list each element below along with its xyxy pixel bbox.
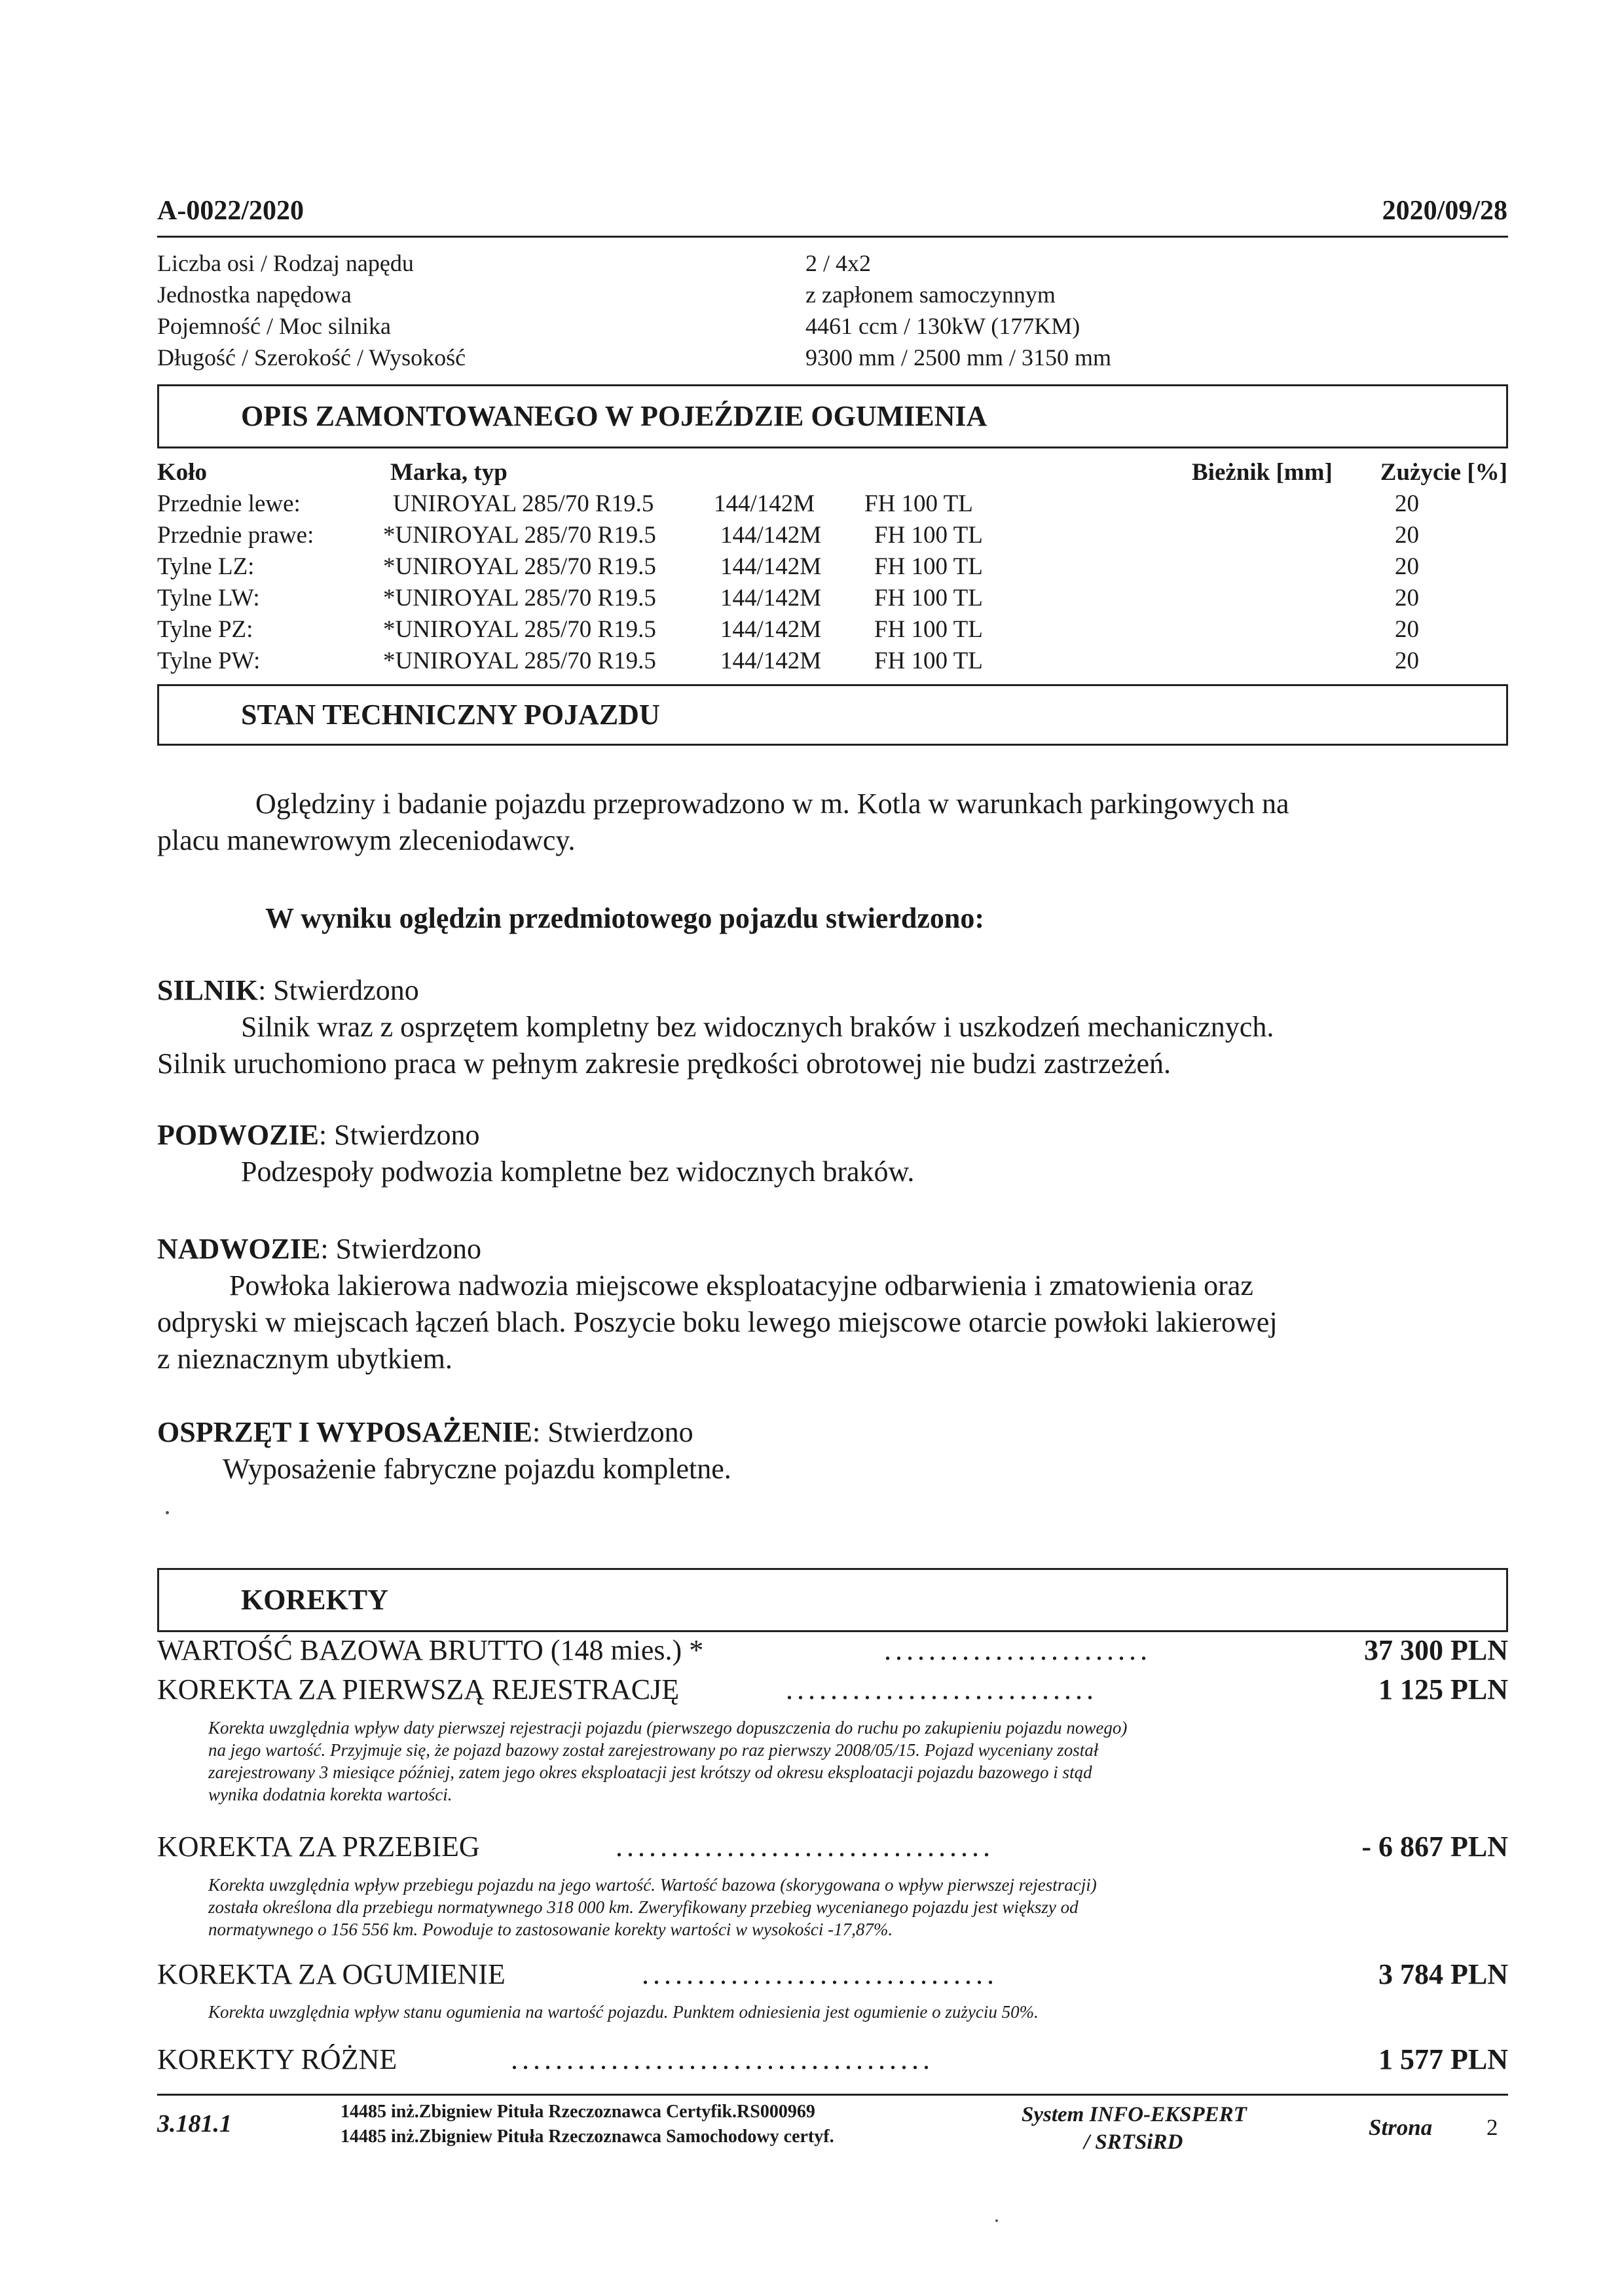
mileage-amount: - 6 867 PLN xyxy=(1361,1831,1508,1863)
tyre-brand: *UNIROYAL 285/70 R19.5 xyxy=(383,553,656,580)
tyres-correction-note xyxy=(208,2001,1400,2023)
findings-heading: W wyniku oględzin przedmiotowego pojazdu stwierdzono: xyxy=(265,902,984,934)
leader-dots: ...................................... xyxy=(511,2043,934,2075)
document-number: A-0022/2020 xyxy=(157,196,304,226)
tyres-section-title: OPIS ZAMONTOWANEGO W POJEŹDZIE OGUMIENIA xyxy=(241,400,987,432)
tyre-index: 144/142M xyxy=(720,616,822,643)
system-sub: / SRTSiRD xyxy=(1084,2130,1183,2154)
tyre-brand: *UNIROYAL 285/70 R19.5 xyxy=(383,522,656,549)
tyre-model: FH 100 TL xyxy=(874,585,983,611)
tyre-brand: *UNIROYAL 285/70 R19.5 xyxy=(383,616,656,643)
technical-section-title: STAN TECHNICZNY POJAZDU xyxy=(241,699,660,731)
tyres-correction-amount: 3 784 PLN xyxy=(1378,1958,1508,1990)
note-line: Korekta uwzględnia wpływ przebiegu pojazdu na jego wartość. Wartość bazowa (skorygowana o wpływ pierwszej rejestracji) xyxy=(208,1875,1097,1895)
equipment-line: Wyposażenie fabryczne pojazdu kompletne. xyxy=(223,1453,731,1485)
equipment-heading xyxy=(157,1414,693,1451)
base-value-label: WARTOŚĆ BAZOWA BRUTTO (148 mies.) * xyxy=(157,1634,704,1666)
col-wheel-header: Koło xyxy=(157,459,208,486)
note-line: została określona dla przebiegu normatywnego 318 000 km. Zweryfikowany przebieg wycenianego pojazdu jest większy od xyxy=(208,1897,1079,1917)
tyre-index: 144/142M xyxy=(720,553,822,580)
form-code: 3.181.1 xyxy=(157,2110,232,2138)
tyre-wheel: Przednie prawe: xyxy=(157,522,314,549)
table-row xyxy=(157,521,1508,553)
table-row xyxy=(157,553,1508,584)
stray-dot xyxy=(995,2219,998,2222)
misc-label: KOREKTY RÓŻNE xyxy=(157,2043,397,2075)
param-value: 2 / 4x2 xyxy=(805,250,872,276)
chassis-status: : Stwierdzono xyxy=(318,1119,480,1151)
document-date: 2020/09/28 xyxy=(1382,196,1507,226)
expert-line: 14485 inż.Zbigniew Pituła Rzeczoznawca Certyfik.RS000969 xyxy=(341,2102,815,2122)
tyre-brand: *UNIROYAL 285/70 R19.5 xyxy=(383,585,656,611)
body-label: NADWOZIE xyxy=(157,1233,321,1265)
tyre-wheel: Tylne LW: xyxy=(157,585,260,611)
footer-rule xyxy=(157,2094,1508,2096)
registration-label: KOREKTA ZA PIERWSZĄ REJESTRACJĘ xyxy=(157,1673,680,1705)
tyre-wheel: Tylne PZ: xyxy=(157,616,253,643)
note-line: Korekta uwzględnia wpływ daty pierwszej rejestracji pojazdu (pierwszego dopuszczenia do ruchu po zakupieniu pojazdu nowego) xyxy=(208,1718,1128,1738)
header-rule xyxy=(157,236,1508,238)
technical-section-box xyxy=(157,684,1508,746)
note-line: Korekta uwzględnia wpływ stanu ogumienia na wartość pojazdu. Punktem odniesienia jest ogumienie o zużyciu 50%. xyxy=(208,2002,1039,2022)
misc-amount: 1 577 PLN xyxy=(1378,2043,1508,2075)
tyre-model: FH 100 TL xyxy=(864,490,973,517)
equipment-status: : Stwierdzono xyxy=(532,1416,693,1448)
tyre-index: 144/142M xyxy=(720,522,822,549)
intro-line: Oględziny i badanie pojazdu przeprowadzono w m. Kotla w warunkach parkingowych na xyxy=(255,788,1289,820)
mileage-note xyxy=(208,1874,1400,1941)
note-line: wynika dodatnia korekta wartości. xyxy=(208,1785,452,1804)
registration-amount: 1 125 PLN xyxy=(1378,1673,1508,1705)
tyre-wear: 20 xyxy=(1395,553,1419,580)
tyre-wheel: Przednie lewe: xyxy=(157,490,301,517)
body-status: : Stwierdzono xyxy=(320,1233,482,1265)
tyre-model: FH 100 TL xyxy=(874,522,983,549)
tyre-brand: *UNIROYAL 285/70 R19.5 xyxy=(383,647,656,674)
chassis-heading xyxy=(157,1117,480,1154)
engine-label: SILNIK xyxy=(157,974,259,1006)
engine-heading xyxy=(157,972,419,1009)
body-line: z nieznacznym ubytkiem. xyxy=(157,1343,452,1375)
engine-line: Silnik uruchomiono praca w pełnym zakresie prędkości obrotowej nie budzi zastrzeżeń. xyxy=(157,1048,1172,1080)
leader-dots: ............................ xyxy=(786,1673,1098,1705)
intro-line: placu manewrowym zleceniodawcy. xyxy=(157,824,576,856)
leader-dots: .................................. xyxy=(616,1831,994,1863)
tyre-index: 144/142M xyxy=(714,490,815,517)
param-value: 9300 mm / 2500 mm / 3150 mm xyxy=(805,344,1112,371)
body-line: Powłoka lakierowa nadwozia miejscowe eksploatacyjne odbarwienia i zmatowienia oraz xyxy=(229,1269,1253,1302)
page-label: Strona xyxy=(1369,2115,1433,2140)
note-line: zarejestrowany 3 miesiące później, zatem jego okres eksploatacji jest krótszy od okresu eksploatacji pojazdu bazowego i stąd xyxy=(208,1762,1092,1782)
param-value: 4461 ccm / 130kW (177KM) xyxy=(805,313,1080,339)
tyre-model: FH 100 TL xyxy=(874,553,983,580)
tyre-wear: 20 xyxy=(1395,616,1419,643)
param-label: Pojemność / Moc silnika xyxy=(157,313,391,339)
mileage-label: KOREKTA ZA PRZEBIEG xyxy=(157,1831,480,1863)
tyre-wear: 20 xyxy=(1395,490,1419,517)
table-row xyxy=(157,490,1508,521)
mileage-row xyxy=(157,1830,1508,1868)
table-row xyxy=(157,615,1508,647)
engine-line: Silnik wraz z osprzętem kompletny bez widocznych braków i uszkodzeń mechanicznych. xyxy=(241,1011,1274,1043)
registration-row xyxy=(157,1673,1508,1711)
chassis-label: PODWOZIE xyxy=(157,1119,319,1151)
table-row xyxy=(157,584,1508,615)
param-label: Liczba osi / Rodzaj napędu xyxy=(157,250,414,276)
param-label: Jednostka napędowa xyxy=(157,282,352,308)
param-label: Długość / Szerokość / Wysokość xyxy=(157,344,466,371)
note-line: na jego wartość. Przyjmuje się, że pojazd bazowy został zarejestrowany po raz pierwszy 2008/05/15. Pojazd wyceniany został xyxy=(208,1740,1099,1760)
expert-line: 14485 inż.Zbigniew Pituła Rzeczoznawca Samochodowy certyf. xyxy=(341,2126,834,2147)
tyres-correction-label: KOREKTA ZA OGUMIENIE xyxy=(157,1958,506,1990)
col-brand-header: Marka, typ xyxy=(390,459,507,486)
tyres-correction-row xyxy=(157,1958,1508,1995)
base-value-amount: 37 300 PLN xyxy=(1364,1634,1508,1666)
table-row xyxy=(157,647,1508,678)
col-wear-header: Zużycie [%] xyxy=(1380,459,1507,486)
note-line: normatywnego o 156 556 km. Powoduje to zastosowanie korekty wartości w wysokości -17,87%. xyxy=(208,1920,893,1939)
tyre-brand: UNIROYAL 285/70 R19.5 xyxy=(393,490,654,517)
misc-row xyxy=(157,2043,1508,2081)
registration-note xyxy=(208,1717,1400,1806)
tyre-model: FH 100 TL xyxy=(874,647,983,674)
tyre-wear: 20 xyxy=(1395,585,1419,611)
param-value: z zapłonem samoczynnym xyxy=(805,282,1056,308)
leader-dots: ................................ xyxy=(642,1958,998,1990)
tyre-wheel: Tylne PW: xyxy=(157,647,261,674)
tyre-index: 144/142M xyxy=(720,647,822,674)
tyre-wear: 20 xyxy=(1395,522,1419,549)
page-number: 2 xyxy=(1486,2115,1498,2140)
body-heading xyxy=(157,1231,481,1267)
tyre-model: FH 100 TL xyxy=(874,616,983,643)
corrections-section-title: KOREKTY xyxy=(241,1584,388,1616)
tyre-index: 144/142M xyxy=(720,585,822,611)
base-value-row xyxy=(157,1633,1508,1671)
engine-status: : Stwierdzono xyxy=(258,974,419,1006)
corrections-section-box xyxy=(157,1568,1508,1632)
tyre-wheel: Tylne LZ: xyxy=(157,553,255,580)
chassis-line: Podzespoły podwozia kompletne bez widocznych braków. xyxy=(241,1156,915,1188)
col-tread-header: Bieżnik [mm] xyxy=(1192,459,1333,486)
tyres-section-box xyxy=(157,384,1508,448)
leader-dots: ........................ xyxy=(884,1634,1151,1666)
system-name: System INFO-EKSPERT xyxy=(1022,2103,1247,2126)
stray-dot xyxy=(166,1511,169,1514)
tyre-wear: 20 xyxy=(1395,647,1419,674)
equipment-label: OSPRZĘT I WYPOSAŻENIE xyxy=(157,1416,532,1448)
body-line: odpryski w miejscach łączeń blach. Poszycie boku lewego miejscowe otarcie powłoki lakierowej xyxy=(157,1306,1278,1338)
